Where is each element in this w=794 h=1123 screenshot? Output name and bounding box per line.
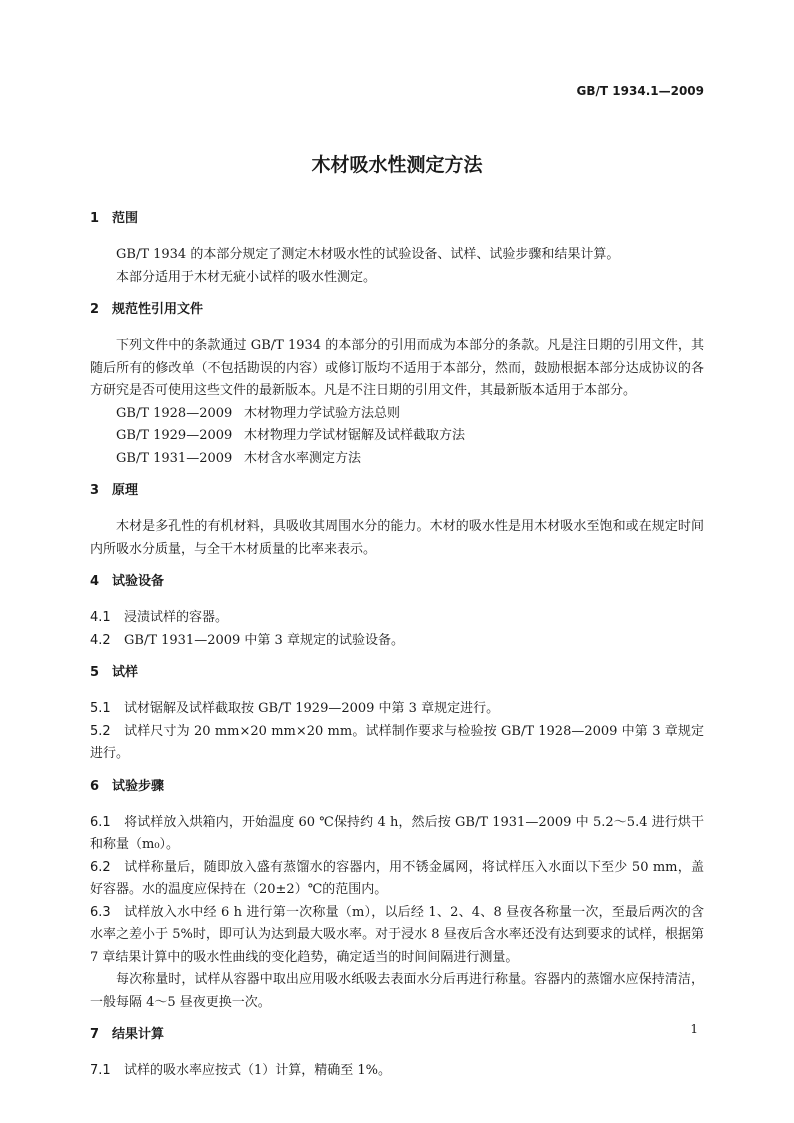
section-5-heading: 5 试样 — [90, 665, 139, 680]
reference-item: GB/T 1928—2009 木材物理力学试验方法总则 — [116, 405, 401, 421]
clause: 6.3 试样放入水中经 6 h 进行第一次称量（m），以后经 1、2、4、8 昼夜各称量一次，至最后两次的含水率之差小于 5%时，即可认为达到最大吸水率。对于浸水 8 昼夜后含水率还没有达到要求的试样，根据第 7 章结果计算中的吸水性曲线的变化趋势，确定适当的时间间隔进行测量。 — [90, 904, 704, 965]
document-title: 木材吸水性测定方法 — [311, 154, 483, 176]
paragraph: 下列文件中的条款通过 GB/T 1934 的本部分的引用而成为本部分的条款。凡是注日期的引用文件，其随后所有的修改单（不包括勘误的内容）或修订版均不适用于本部分，然而，鼓励根据本部分达成协议的各方研究是否可使用这些文件的最新版本。凡是不注日期的引用文件，其最新版本适用于本部分。 — [90, 338, 704, 398]
section-6-heading: 6 试验步骤 — [90, 778, 165, 794]
clause: 5.2 试样尺寸为 20 mm×20 mm×20 mm。试样制作要求与检验按 GB/T 1928—2009 中第 3 章规定进行。 — [90, 723, 704, 761]
clause: 7.1 试样的吸水率应按式（1）计算，精确至 1%。 — [90, 1063, 392, 1078]
reference-item: GB/T 1931—2009 木材含水率测定方法 — [116, 450, 362, 466]
paragraph: GB/T 1934 的本部分规定了测定木材吸水性的试验设备、试样、试验步骤和结果计算。 — [116, 247, 620, 262]
standard-number: GB/T 1934.1—2009 — [576, 84, 704, 98]
paragraph: 木材是多孔性的有机材料，具吸收其周围水分的能力。木材的吸水性是用木材吸水至饱和或在规定时间内所吸水分质量，与全干木材质量的比率来表示。 — [90, 519, 704, 557]
section-4-heading: 4 试验设备 — [90, 574, 165, 589]
clause: 4.2 GB/T 1931—2009 中第 3 章规定的试验设备。 — [90, 632, 404, 648]
paragraph: 本部分适用于木材无疵小试样的吸水性测定。 — [116, 269, 377, 285]
paragraph: 每次称量时，试样从容器中取出应用吸水纸吸去表面水分后再进行称量。容器内的蒸馏水应保持清洁，一般每隔 4～5 昼夜更换一次。 — [90, 972, 704, 1010]
section-2-heading: 2 规范性引用文件 — [90, 302, 204, 317]
clause: 6.2 试样称量后，随即放入盛有蒸馏水的容器内，用不锈金属网，将试样压入水面以下至少 50 mm，盖好容器。水的温度应保持在（20±2）℃的范围内。 — [90, 859, 704, 897]
clause: 6.1 将试样放入烘箱内，开始温度 60 ℃保持约 4 h，然后按 GB/T 1931—2009 中 5.2～5.4 进行烘干和称量（m₀）。 — [90, 814, 704, 852]
document-body — [90, 208, 704, 1083]
clause: 4.1 浸渍试样的容器。 — [90, 610, 229, 625]
reference-item: GB/T 1929—2009 木材物理力学试材锯解及试样截取方法 — [116, 428, 466, 443]
section-3-heading: 3 原理 — [90, 483, 139, 498]
section-1-heading: 1 范围 — [90, 211, 139, 226]
clause: 5.1 试材锯解及试样截取按 GB/T 1929—2009 中第 3 章规定进行。 — [90, 701, 500, 716]
section-7-heading: 7 结果计算 — [90, 1027, 165, 1042]
page-number: 1 — [690, 1022, 698, 1036]
